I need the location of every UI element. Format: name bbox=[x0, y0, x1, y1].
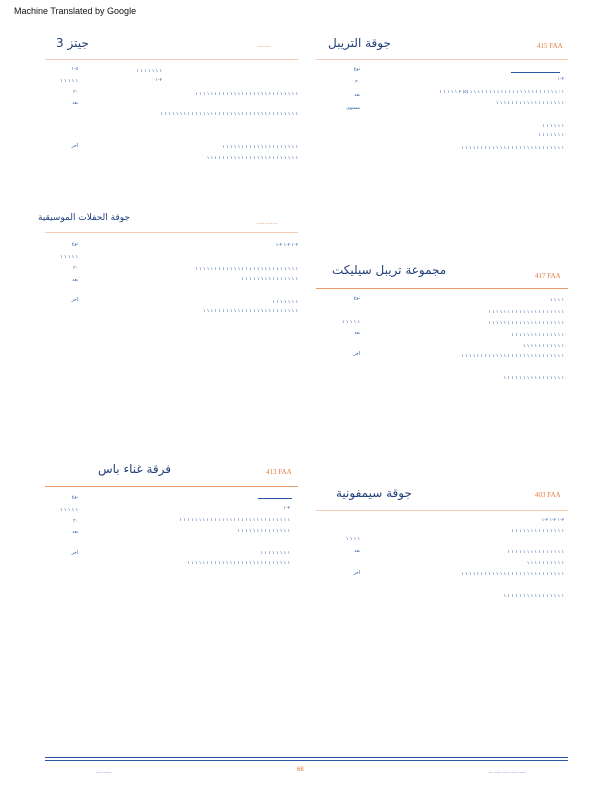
field-label: ١ ١ ١ ١ ١ bbox=[60, 508, 78, 513]
course-line: ٢-١ bbox=[155, 78, 162, 83]
course-title: جوقة التريبل bbox=[328, 36, 391, 50]
course-line: ١ ١ ١ ١ ١ ١ bbox=[542, 124, 564, 129]
field-label: آخر bbox=[353, 352, 360, 357]
footer-right-text: ــــــ ــــــ ــــــ ــــــ ــــ bbox=[488, 769, 526, 774]
field-label: آخر bbox=[71, 298, 78, 303]
course-line: ١ ١ ١ ١ ١ ١ ١ ١ ١ ١ ١ ١ ١ ١ ١ ١ ١ ١ ١ ١ ١ ١ ١ ١ ١ ١ ١ ١ ١ ١ ١ ١ ١ ١ ١ ١ bbox=[160, 112, 298, 117]
field-label: نوع bbox=[71, 242, 78, 247]
course-line: ١ ١ ١ ١ ١ ١ ١ ١ ١ ١ ١ ١ ١ ١ bbox=[511, 333, 564, 338]
course-code: 417 FAA bbox=[535, 272, 561, 280]
footer-left-text: ـــــــ ـــــ bbox=[96, 769, 112, 774]
course-line: ١ ١ ١ ١ ١ ١ ١ ١ ١ ١ ١ ١ ١ ١ ١ ١ ١ ١ ١ ١ ١ ١ ١ ١ ١ ١ ١ bbox=[195, 92, 298, 97]
course-line: ١ ١ ١ ١ ١ ١ ١ ١ ١ ١ ١ ١ ١ ١ ١ ١ ١ ١ ١ ١ ١ ١ ١ ١ ١ ١ ١ bbox=[461, 146, 564, 151]
course-line: ١ ١ ١ ١ ١ ١ ١ ١ ١ ١ ١ ١ ١ ١ bbox=[237, 529, 290, 534]
course-line: ٢-١ ٢-١ ٢-١ bbox=[541, 518, 564, 523]
field-label: نوع bbox=[353, 67, 360, 72]
course-line: ١ ١ ١ ١ ١ ١ ١ ١ ١ ١ ١ ١ ١ ١ ١ ١ ١ ١ ١ ١ ١ ١ ١ ١ ١ ١ ١ bbox=[461, 354, 564, 359]
course-line: ١ ١ ١ ١ ١ ١ ١ ١ ١ ١ ١ ١ ١ ١ ١ ١ ١ ١ ١ ١ ١ ١ ١ ١ ١ ١ ١ bbox=[195, 267, 298, 272]
field-label: آخر bbox=[71, 144, 78, 149]
footer-rule-top bbox=[45, 757, 568, 758]
course-line: ١ ١ ١ ١ ١ ١ ١ ١ ١ ١ ١ ١ ١ ١ bbox=[511, 529, 564, 534]
course-line: ٢-١ ٢-١ ٢-١ bbox=[275, 243, 298, 248]
field-label: بعد bbox=[354, 549, 360, 554]
course-line: ١ : ١ ١ ١ ١ ١ ١ ١ ١ ١ ١ ١ ١ ١ ١ ١ ١ ١ ١ ١ ١ ١ ١ ١ (٥) ٢ ١ ١ ١ ١ ١ bbox=[439, 90, 564, 95]
course-line: ٢-١ bbox=[557, 77, 564, 82]
field-label: ٣٠ bbox=[73, 519, 78, 524]
title-rule bbox=[316, 59, 568, 60]
page-number: 68 bbox=[297, 767, 304, 773]
course-line: ٢-١ bbox=[283, 506, 290, 511]
accent-rule bbox=[511, 72, 560, 73]
field-label: مستوى bbox=[346, 106, 360, 111]
course-line: ١ ١ ١ ١ ١ ١ ١ ١ ١ ١ ١ bbox=[522, 344, 564, 349]
course-line: ١ ١ ١ ١ ١ ١ ١ ١ ١ ١ ١ ١ ١ ١ ١ ١ ١ ١ ١ ١ bbox=[222, 145, 298, 150]
course-line: ١ ١ ١ ١ ١ ١ ١ ١ ١ ١ bbox=[526, 561, 564, 566]
field-label: ١ ١ ١ ١ bbox=[346, 537, 360, 542]
course-line: ١ ١ ١ ١ ١ ١ ١ ١ ١ ١ ١ ١ ١ ١ ١ ١ bbox=[503, 376, 564, 381]
course-code: 415 FAA bbox=[537, 42, 563, 50]
course-title: جيتز 3 bbox=[56, 36, 89, 50]
field-label: نوع bbox=[71, 495, 78, 500]
course-line: ١ ١ ١ ١ ١ ١ ١ ١ ١ ١ ١ ١ ١ ١ ١ ١ ١ ١ bbox=[495, 101, 564, 106]
field-label: ٣٠ bbox=[73, 90, 78, 95]
course-title: جوقة الحفلات الموسيقية bbox=[38, 213, 130, 223]
field-label: بعد bbox=[72, 278, 78, 283]
course-line: ١ ١ ١ ١ ١ ١ ١ bbox=[136, 69, 162, 74]
field-label: ١ ١ ١ ١ ١ bbox=[342, 320, 360, 325]
course-line: ١ ١ ١ ١ ١ ١ ١ ١ bbox=[260, 551, 290, 556]
course-line: ١ ١ ١ ١ ١ ١ ١ ١ ١ ١ ١ ١ ١ ١ ١ ١ ١ ١ ١ ١ ١ ١ ١ ١ ١ ١ ١ bbox=[461, 572, 564, 577]
course-line: ١ ١ ١ ١ ١ ١ ١ ١ ١ ١ ١ ١ ١ ١ ١ ١ ١ ١ ١ ١ ١ ١ ١ ١ bbox=[206, 156, 298, 161]
course-title: مجموعة تريبل سيليكت bbox=[332, 263, 447, 277]
course-line: ١ ١ ١ ١ ١ ١ ١ ١ ١ ١ ١ ١ ١ ١ ١ ١ ١ ١ ١ ١ ١ ١ ١ ١ ١ ١ ١ bbox=[187, 561, 290, 566]
field-label: آخر bbox=[353, 571, 360, 576]
machine-translated-banner: Machine Translated by Google bbox=[14, 6, 137, 16]
course-code: ـ ـ ـ ـ ـ bbox=[258, 44, 271, 49]
course-line: ١ ١ ١ ١ ١ ١ ١ ١ ١ ١ ١ ١ ١ ١ ١ ١ ١ ١ ١ ١ ١ ١ ١ ١ ١ ١ ١ ١ ١ bbox=[179, 518, 290, 523]
course-line: ١ ١ ١ ١ bbox=[550, 298, 564, 303]
course-line: ١ ١ ١ ١ ١ ١ ١ bbox=[272, 300, 298, 305]
field-label: نوع bbox=[353, 296, 360, 301]
course-line: ١ ١ ١ ١ ١ ١ ١ ١ ١ ١ ١ ١ ١ ١ ١ bbox=[507, 550, 564, 555]
title-rule bbox=[316, 288, 568, 289]
title-rule bbox=[45, 486, 298, 487]
course-line: ١ ١ ١ ١ ١ ١ ١ ١ ١ ١ ١ ١ ١ ١ ١ ١ ١ ١ ١ ١ bbox=[488, 310, 564, 315]
course-line: ١ ١ ١ ١ ١ ١ ١ ١ ١ ١ ١ ١ ١ ١ ١ ١ ١ ١ ١ ١ ١ ١ ١ ١ ١ bbox=[202, 309, 298, 314]
course-line: ١ ١ ١ ١ ١ ١ ١ ١ ١ ١ ١ ١ ١ ١ ١ ١ bbox=[503, 594, 564, 599]
field-label: بعد bbox=[72, 101, 78, 106]
field-label: بعد bbox=[354, 93, 360, 98]
course-title: فرقة غناء باس bbox=[98, 462, 171, 476]
course-line: ١ ١ ١ ١ ١ ١ ١ bbox=[538, 133, 564, 138]
field-label: ٥-١ bbox=[71, 67, 78, 72]
course-line: ١ ١ ١ ١ ١ ١ ١ ١ ١ ١ ١ ١ ١ ١ ١ ١ ١ ١ ١ ١ bbox=[488, 321, 564, 326]
title-rule bbox=[45, 59, 298, 60]
course-code: 413 FAA bbox=[266, 468, 292, 476]
field-label: ٣٠ bbox=[355, 80, 360, 85]
footer-rule-bottom bbox=[45, 760, 568, 761]
field-label: ١ ١ ١ ١ ١ bbox=[60, 79, 78, 84]
field-label: آخر bbox=[71, 551, 78, 556]
title-rule bbox=[45, 232, 298, 233]
field-label: بعد bbox=[354, 331, 360, 336]
course-code: ـ ـ ـ ـ ـ ـ ـ ـ bbox=[257, 221, 278, 226]
field-label: بعد bbox=[72, 530, 78, 535]
course-title: جوقة سيمفونية bbox=[336, 486, 412, 500]
course-line: ١ ١ ١ ١ ١ ١ ١ ١ ١ ١ ١ ١ ١ ١ ١ bbox=[241, 277, 298, 282]
field-label: ١ ١ ١ ١ ١ bbox=[60, 255, 78, 260]
course-code: 403 FAA bbox=[535, 491, 561, 499]
accent-rule bbox=[258, 498, 292, 499]
title-rule bbox=[316, 510, 568, 511]
field-label: ٣٠ bbox=[73, 266, 78, 271]
